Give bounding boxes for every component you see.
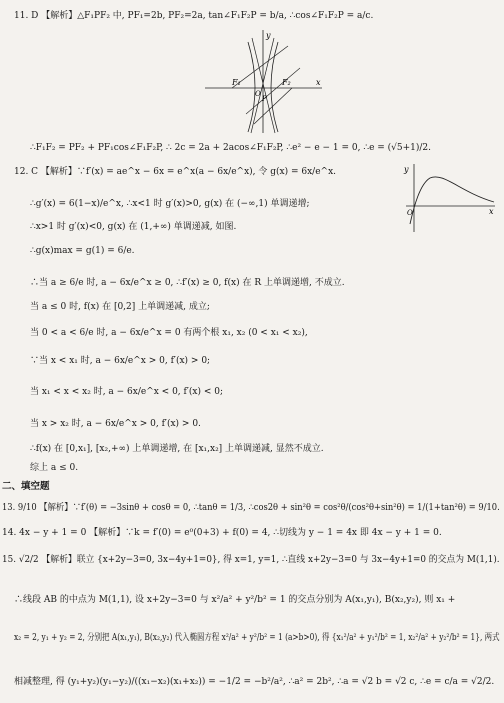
hyperbola-right-branch: [271, 42, 278, 132]
q12-line-11: ∴f(x) 在 [0,x₁], [x₂,+∞) 上单调递增, 在 [x₁,x₂] 上单调递减, 显然不成立.: [30, 444, 324, 454]
label-y: y: [266, 31, 271, 40]
q12-line-9: 当 x₁ < x < x₂ 时, a − 6x/e^x < 0, f′(x) < 0;: [30, 387, 224, 397]
q14: 14. 4x − y + 1 = 0 【解析】∵k = f′(0) = e⁰(0+3) + f(0) = 4, ∴切线为 y − 1 = 4x 即 4x − y + 1 = 0.: [2, 528, 442, 538]
q15-line-1: 15. √2/2 【解析】联立 {x+2y−3=0, 3x−4y+1=0}, 得 x=1, y=1, ∴直线 x+2y−3=0 与 3x−4y+1=0 的交点为 M(1,1).: [2, 555, 500, 565]
label-x: x: [316, 78, 321, 87]
label-o: O: [255, 90, 261, 98]
hyperbola-left-branch: [248, 42, 255, 132]
label-f1: F₁: [232, 78, 241, 87]
q15-line-2: ∴线段 AB 的中点为 M(1,1), 设 x+2y−3=0 与 x²/a² + y²/b² = 1 的交点分别为 A(x₁,y₁), B(x₂,y₂), 则 x₁ +: [14, 595, 456, 605]
q12-line-12: 综上 a ≤ 0.: [30, 463, 79, 473]
q15-line-4: 相减整理, 得 (y₁+y₂)(y₁−y₂)/((x₁−x₂)(x₁+x₂)) = −1/2 = −b²/a², ∴a² = 2b², ∴a = √2 b = √2 c, ∴e = c/a = √2/2.: [14, 677, 495, 687]
asymptote-1: [252, 38, 275, 133]
section-title: 二、填空题: [2, 481, 50, 492]
q11-line-1: 11. D 【解析】△F₁PF₂ 中, PF₁=2b, PF₂=2a, tan∠F₁F₂P = b/a, ∴cos∠F₁F₂P = a/c.: [14, 11, 374, 21]
label-x: x: [489, 207, 494, 216]
label-f2: F₂: [282, 78, 291, 87]
q12-line-4: ∴g(x)max = g(1) = 6/e.: [30, 246, 135, 256]
label-p: P: [262, 95, 267, 103]
q13: 13. 9/10 【解析】∵f′(θ) = −3sinθ + cosθ = 0, ∴tanθ = 1/3, ∴cos2θ + sin²θ = cos²θ/(cos²θ+sin²θ) = 1/(1+tan²θ) = 9/10.: [2, 503, 500, 513]
q12-line-1: 12. C 【解析】∵f′(x) = ae^x − 6x = e^x(a − 6x/e^x), 令 g(x) = 6x/e^x.: [14, 167, 337, 177]
asymptote-2: [251, 38, 274, 133]
gx-curve: [410, 177, 494, 224]
label-y: y: [404, 165, 409, 174]
q15-line-3: x₂ = 2, y₁ + y₂ = 2, 分别把 A(x₁,y₁), B(x₂,y₂) 代入椭圆方程 x²/a² + y²/b² = 1 (a>b>0), 得 {x₁²/a² + y₁²/b² = 1, x₂²/a² + y₂²/b² = 1}, 两式: [14, 633, 500, 643]
q12-line-10: 当 x > x₂ 时, a − 6x/e^x > 0, f′(x) > 0.: [30, 419, 201, 429]
q12-line-8: ∵当 x < x₁ 时, a − 6x/e^x > 0, f′(x) > 0;: [30, 356, 211, 366]
label-o: O: [407, 209, 413, 217]
q12-line-7: 当 0 < a < 6/e 时, a − 6x/e^x = 0 有两个根 x₁, x₂ (0 < x₁ < x₂),: [30, 328, 308, 338]
q11-line-2: ∴F₁F₂ = PF₂ + PF₁cos∠F₁F₂P, ∴ 2c = 2a + 2acos∠F₁F₂P, ∴e² − e − 1 = 0, ∴e = (√5+1)/2.: [30, 143, 432, 153]
q12-line-5: ∴当 a ≥ 6/e 时, a − 6x/e^x ≥ 0, ∴f′(x) ≥ 0, f(x) 在 R 上单调递增, 不成立.: [30, 278, 345, 288]
q12-line-6: 当 a ≤ 0 时, f(x) 在 [0,2] 上单调递减, 成立;: [30, 302, 210, 312]
q12-line-3: ∴x>1 时 g′(x)<0, g(x) 在 (1,+∞) 单调递减, 如图.: [30, 222, 237, 232]
q12-line-2: ∴g′(x) = 6(1−x)/e^x, ∴x<1 时 g′(x)>0, g(x) 在 (−∞,1) 单调递增;: [30, 199, 310, 209]
q11-hyperbola-figure: [0, 28, 504, 178]
q12-gx-graph: [398, 162, 498, 234]
